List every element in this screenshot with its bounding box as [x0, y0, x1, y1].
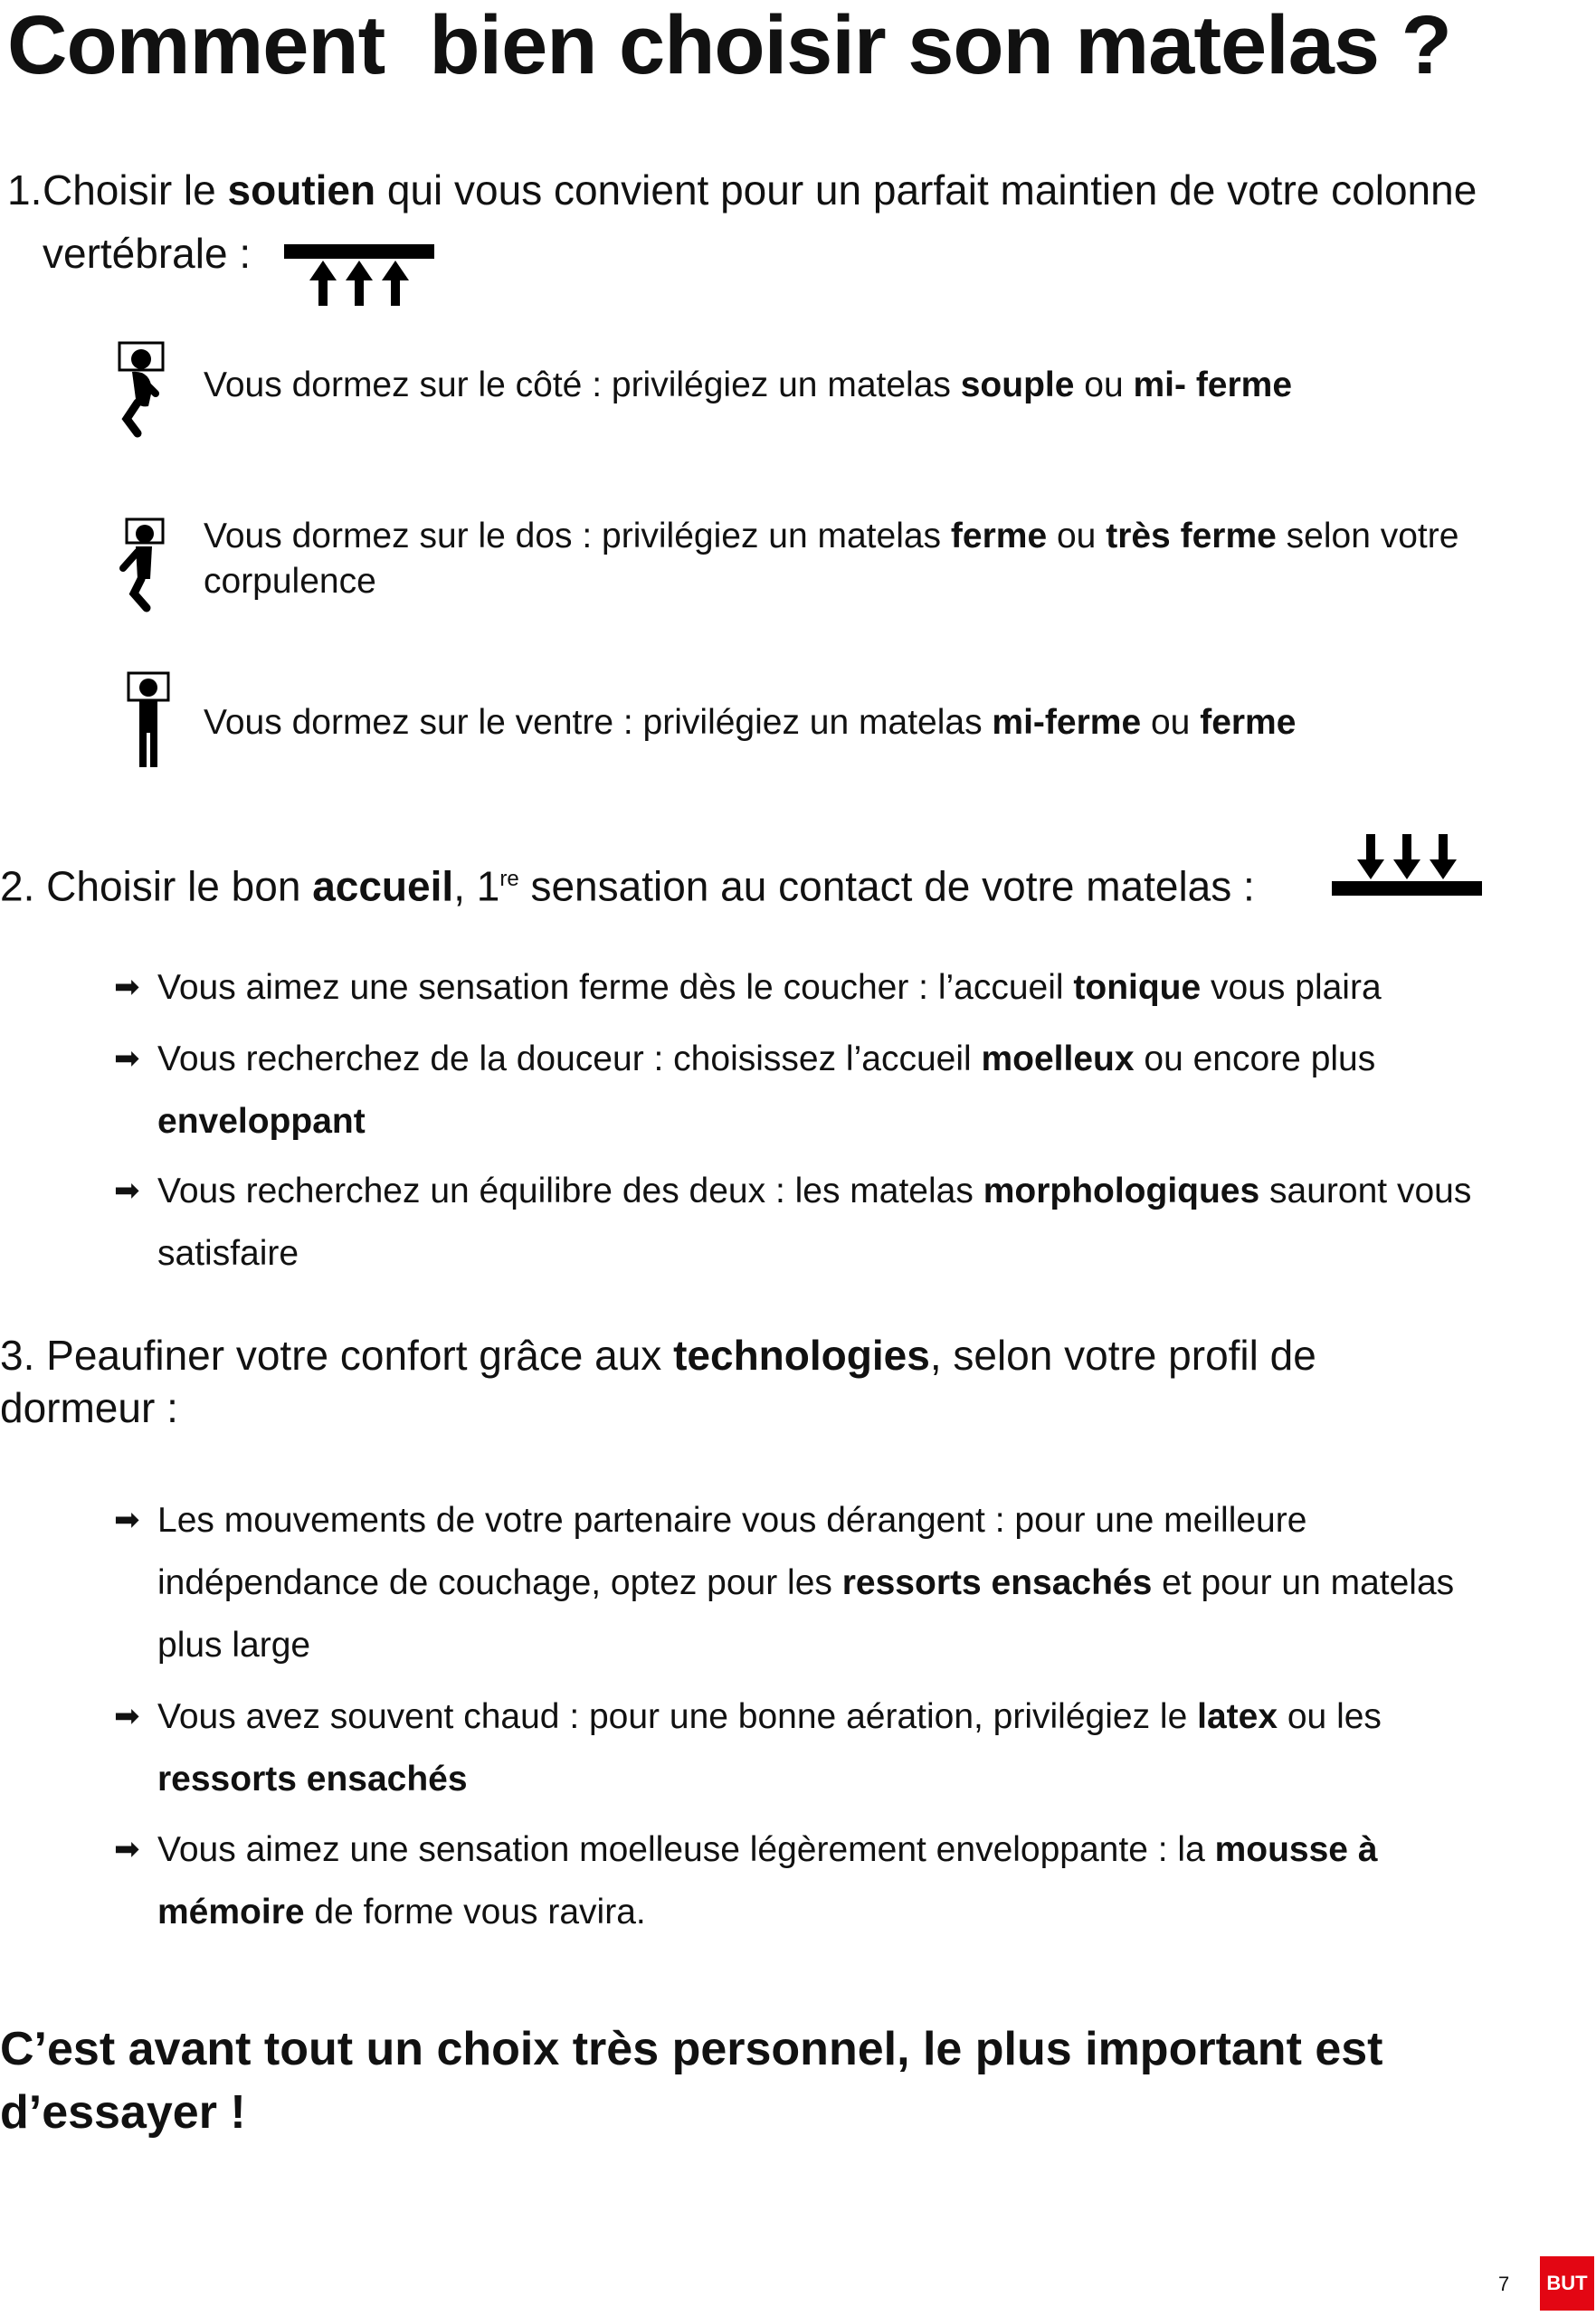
arrow-icon: ➡ — [114, 1041, 140, 1076]
comfort-tonique-item: Vous aimez une sensation ferme dès le coucher : l’accueil tonique vous plaira — [157, 968, 1382, 1007]
arrow-icon: ➡ — [114, 1503, 140, 1537]
comfort-icon — [1330, 832, 1484, 897]
side-sleeper-icon — [114, 339, 168, 439]
tech-memory-item: Vous aimez une sensation moelleuse légèrement enveloppante : la mousse à mémoire de forme vous ravira. — [157, 1830, 1378, 1932]
tech-partner-item: Les mouvements de votre partenaire vous dérangent : pour une meilleure indépendance de couchage, optez pour les ressorts ensachés et pour un matelas plus large — [157, 1501, 1455, 1665]
section-1-heading: Choisir le soutien qui vous convient pour un parfait maintien de votre colonne — [43, 166, 1477, 214]
page-number: 7 — [1498, 2273, 1510, 2295]
section-3-heading: 3. Peaufiner votre confort grâce aux technologies, selon votre profil de dormeur : — [0, 1332, 1316, 1431]
arrow-icon: ➡ — [114, 970, 140, 1004]
page-title: Comment bien choisir son matelas ? — [7, 0, 1451, 91]
arrow-icon: ➡ — [114, 1699, 140, 1733]
but-logo: BUT — [1540, 2256, 1594, 2311]
tech-heat-item: Vous avez souvent chaud : pour une bonne aération, privilégiez le latex ou les ressorts ensachés — [157, 1697, 1382, 1799]
section-1-heading-cont: vertébrale : — [43, 230, 252, 277]
arrow-icon: ➡ — [114, 1173, 140, 1208]
comfort-morpho-item: Vous recherchez un équilibre des deux : les matelas morphologiques sauront vous satisfaire — [157, 1172, 1472, 1273]
comfort-moelleux-item: Vous recherchez de la douceur : choisissez l’accueil moelleux ou encore plus enveloppant — [157, 1039, 1376, 1141]
back-sleeper-icon — [114, 516, 168, 615]
section-2-heading: 2. Choisir le bon accueil, 1re sensation au contact de votre matelas : — [0, 862, 1255, 910]
side-sleeper-text: Vous dormez sur le côté : privilégiez un matelas souple ou mi- ferme — [204, 365, 1293, 404]
arrow-icon: ➡ — [114, 1832, 140, 1866]
belly-sleeper-icon — [123, 669, 174, 769]
belly-sleeper-text: Vous dormez sur le ventre : privilégiez un matelas mi-ferme ou ferme — [204, 703, 1297, 742]
conclusion: C’est avant tout un choix très personnel, le plus important est d’essayer ! — [0, 2023, 1383, 2139]
back-sleeper-text: Vous dormez sur le dos : privilégiez un matelas ferme ou très ferme selon votre corpulence — [204, 517, 1459, 601]
support-icon — [282, 242, 436, 308]
section-1-number: 1. — [7, 166, 43, 214]
